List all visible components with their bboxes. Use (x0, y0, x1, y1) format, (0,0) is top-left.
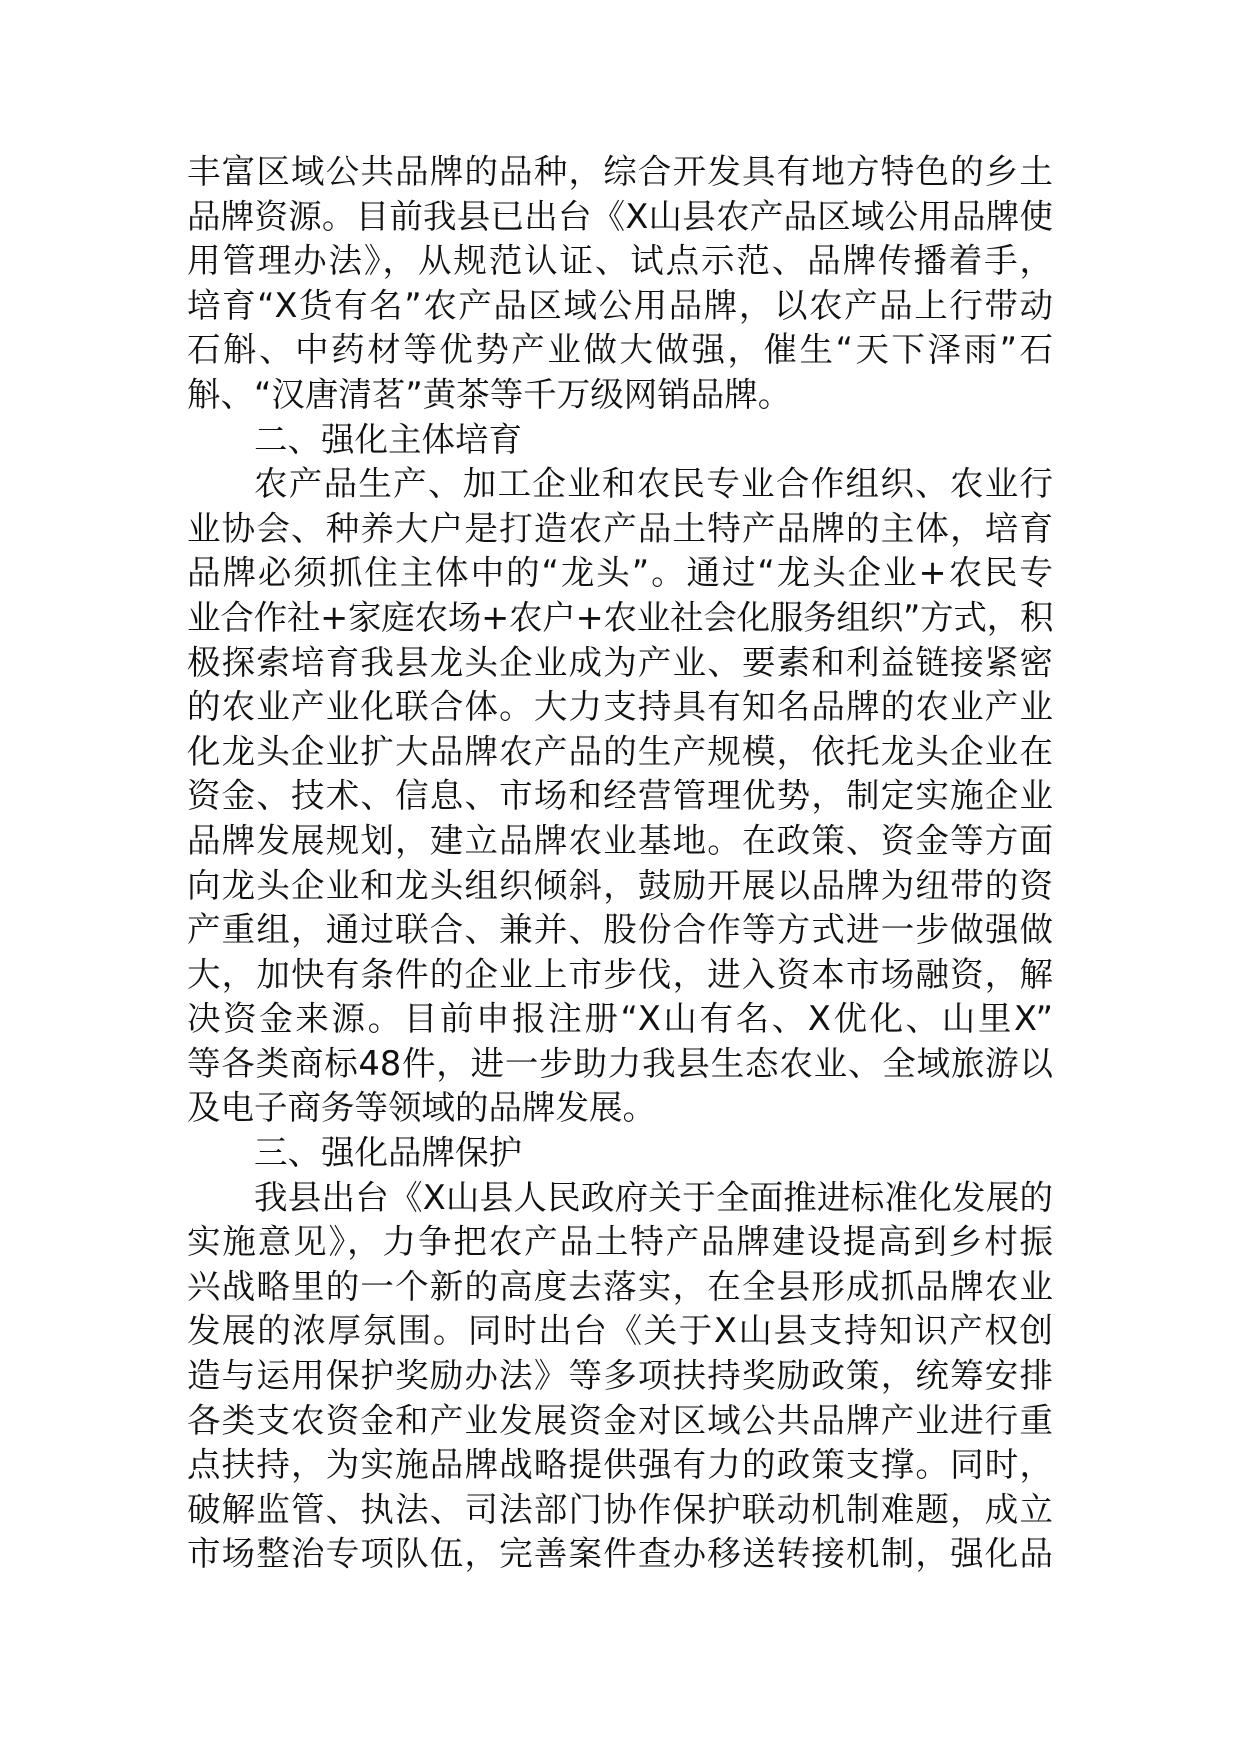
text-line: 品牌必须抓住主体中的“龙头”。通过“龙头企业+农民专 (187, 553, 1053, 593)
text-line: 市场整治专项队伍，完善案件查办移送转接机制，强化品 (187, 1534, 1053, 1574)
text-line: 造与运用保护奖励办法》等多项扶持奖励政策，统筹安排 (187, 1356, 1053, 1396)
text-line: 丰富区域公共品牌的品种，综合开发具有地方特色的乡土 (187, 152, 1053, 191)
text-line: 决资金来源。目前申报注册“X山有名、X优化、山里X” (187, 999, 1053, 1039)
text-line: 品牌资源。目前我县已出台《X山县农产品区域公用品牌使 (187, 196, 1053, 236)
text-line: 等各类商标48件，进一步助力我县生态农业、全域旅游以 (187, 1043, 1053, 1083)
text-line: 培育“X货有名”农产品区域公用品牌，以农产品上行带动 (187, 285, 1053, 325)
text-line: 各类支农资金和产业发展资金对区域公共品牌产业进行重 (187, 1400, 1053, 1440)
text-line: 石斛、中药材等优势产业做大做强，催生“天下泽雨”石 (187, 330, 1053, 370)
text-line: 品牌发展规划，建立品牌农业基地。在政策、资金等方面 (187, 820, 1053, 860)
text-line: 化龙头企业扩大品牌农产品的生产规模，依托龙头企业在 (187, 731, 1053, 771)
text-line: 产重组，通过联合、兼并、股份合作等方式进一步做强做 (187, 910, 1053, 950)
section-heading-2: 二、强化主体培育 (254, 419, 522, 459)
text-line: 点扶持，为实施品牌战略提供强有力的政策支撑。同时， (187, 1445, 1053, 1485)
text-line: 斛、“汉唐清茗”黄茶等千万级网销品牌。 (187, 374, 792, 414)
text-line: 极探索培育我县龙头企业成为产业、要素和利益链接紧密 (187, 642, 1053, 682)
text-line: 业协会、种养大户是打造农产品土特产品牌的主体，培育 (187, 508, 1053, 548)
document-body (187, 150, 1053, 1577)
text-line: 资金、技术、信息、市场和经营管理优势，制定实施企业 (187, 776, 1053, 816)
text-line: 用管理办法》，从规范认证、试点示范、品牌传播着手， (187, 241, 1053, 281)
text-line: 的农业产业化联合体。大力支持具有知名品牌的农业产业 (187, 687, 1053, 727)
text-line: 破解监管、执法、司法部门协作保护联动机制难题，成立 (187, 1489, 1053, 1529)
text-line: 实施意见》，力争把农产品土特产品牌建设提高到乡村振 (187, 1222, 1053, 1262)
section-heading-3: 三、强化品牌保护 (254, 1133, 522, 1173)
paragraph-first-line: 农产品生产、加工企业和农民专业合作组织、农业行 (254, 464, 1053, 504)
text-line: 业合作社+家庭农场+农户+农业社会化服务组织”方式，积 (187, 597, 1053, 637)
text-line: 及电子商务等领域的品牌发展。 (187, 1088, 656, 1128)
text-line: 大，加快有条件的企业上市步伐，进入资本市场融资，解 (187, 954, 1053, 994)
text-line: 向龙头企业和龙头组织倾斜，鼓励开展以品牌为纽带的资 (187, 865, 1053, 905)
text-line: 兴战略里的一个新的高度去落实，在全县形成抓品牌农业 (187, 1266, 1053, 1306)
text-line: 发展的浓厚氛围。同时出台《关于X山县支持知识产权创 (187, 1311, 1053, 1351)
paragraph-first-line: 我县出台《X山县人民政府关于全面推进标准化发展的 (254, 1177, 1053, 1217)
